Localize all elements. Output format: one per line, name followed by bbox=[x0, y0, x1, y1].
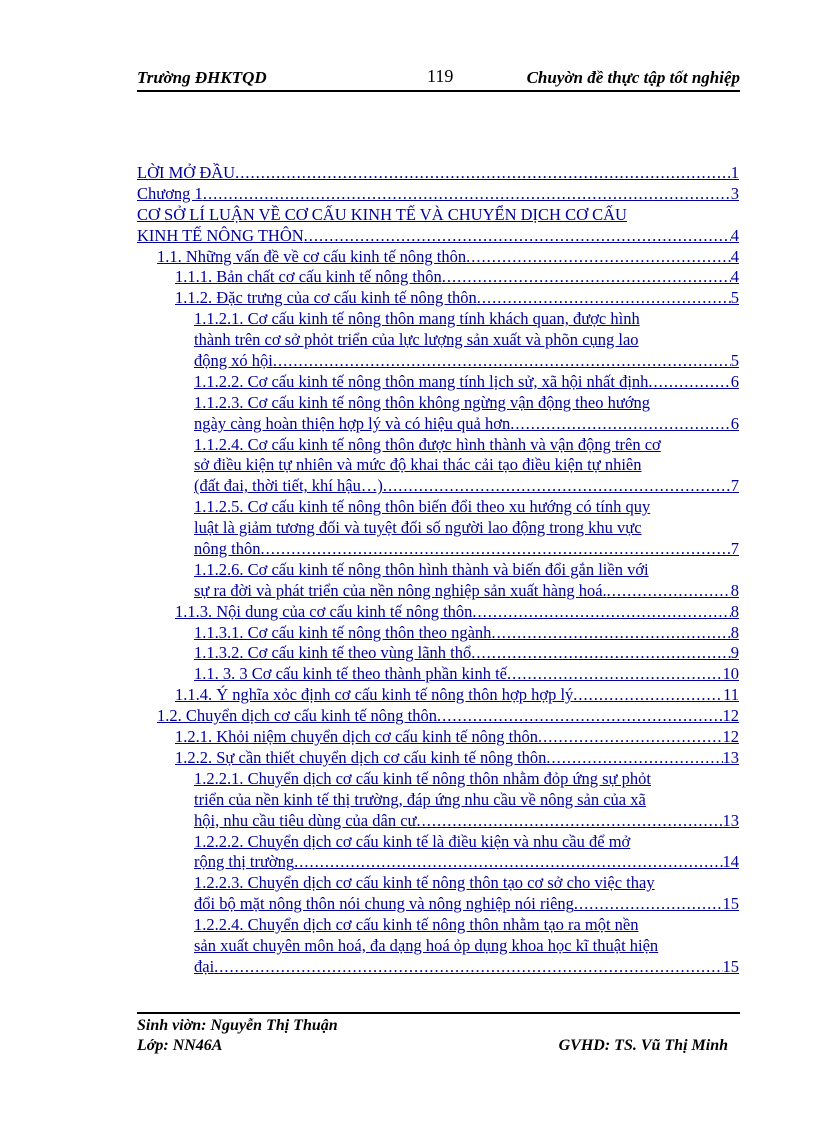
toc-entry[interactable]: 1.1.2.1. Cơ cấu kinh tế nông thôn mang tính khách quan, được hình thành trên cơ sở phỏt triển của lực lượng sản xuất và phõn cụng lao động xó hội ..... 5 bbox=[137, 309, 739, 372]
toc-entry[interactable]: 1.1.2.4. Cơ cấu kinh tế nông thôn được hình thành và vận động trên cơ sở điều kiện tự nhiên và mức độ khai thác cải tạo điều kiện tự nhiên (đất đai, thời tiết, khí hậu…) ..... 7 bbox=[137, 435, 739, 498]
toc-entry[interactable]: 1.1.1. Bản chất cơ cấu kinh tế nông thôn ..... 4 bbox=[137, 267, 739, 288]
toc-entry[interactable]: 1.2.2.1. Chuyển dịch cơ cấu kinh tế nông thôn nhằm đỏp ứng sự phỏt triển của nền kinh tế thị trường, đáp ứng nhu cầu về nông sản của xã hội, nhu cầu tiêu dùng của dân cư ..... 13 bbox=[137, 769, 739, 832]
footer-student: Sinh viờn: Nguyễn Thị Thuận bbox=[137, 1017, 338, 1034]
header-school: Trường ĐHKTQD bbox=[137, 68, 267, 87]
footer-rule bbox=[137, 1012, 740, 1014]
toc-entry[interactable]: 1.2.1. Khỏi niệm chuyển dịch cơ cấu kinh tế nông thôn ..... 12 bbox=[137, 727, 739, 748]
toc-entry[interactable]: 1.1.2.2. Cơ cấu kinh tế nông thôn mang tính lịch sử, xã hội nhất định ..... 6 bbox=[137, 372, 739, 393]
toc-entry[interactable]: 1.2.2. Sự cần thiết chuyển dịch cơ cấu kinh tế nông thôn ..... 13 bbox=[137, 748, 739, 769]
toc-entry[interactable]: 1.1.3. Nội dung của cơ cấu kinh tế nông thôn ..... 8 bbox=[137, 602, 739, 623]
toc-entry[interactable]: 1.2.2.4. Chuyển dịch cơ cấu kinh tế nông thôn nhằm tạo ra một nền sản xuất chuyên môn hoá, đa dạng hoá ỏp dụng khoa học kĩ thuật hiện đại ..... 15 bbox=[137, 915, 739, 978]
toc-entry[interactable]: 1.1.2. Đặc trưng của cơ cấu kinh tế nông thôn ..... 5 bbox=[137, 288, 739, 309]
header-report-title: Chuyờn đề thực tập tốt nghiệp bbox=[526, 68, 740, 87]
footer-class: Lớp: NN46A bbox=[137, 1037, 223, 1054]
toc-entry[interactable]: 1.2.2.2. Chuyển dịch cơ cấu kinh tế là điều kiện và nhu cầu để mở rộng thị trường ..... 14 bbox=[137, 832, 739, 874]
toc-entry[interactable]: 1.1.2.6. Cơ cấu kinh tế nông thôn hình thành và biến đổi gắn liền với sự ra đời và phát triển của nền nông nghiệp sản xuất hàng hoá. ..... 8 bbox=[137, 560, 739, 602]
header-page-number: 119 bbox=[427, 66, 454, 86]
toc-entry[interactable]: 1.1. 3. 3 Cơ cấu kinh tế theo thành phần kinh tế ..... 10 bbox=[137, 664, 739, 685]
toc-entry[interactable]: 1.1.2.3. Cơ cấu kinh tế nông thôn không ngừng vận động theo hướng ngày càng hoàn thiện hợp lý và có hiệu quả hơn ..... 6 bbox=[137, 393, 739, 435]
toc-entry[interactable]: Chương 1 ..... 3 bbox=[137, 184, 739, 205]
toc-entry[interactable]: 1.1.4. Ý nghĩa xỏc định cơ cấu kinh tế nông thôn hợp hợp lý ..... 11 bbox=[137, 685, 739, 706]
toc-entry[interactable]: 1.1. Những vấn đề về cơ cấu kinh tế nông thôn ..... 4 bbox=[137, 247, 739, 268]
footer-advisor: GVHD: TS. Vũ Thị Minh bbox=[558, 1037, 728, 1054]
toc-entry[interactable]: 1.2.2.3. Chuyển dịch cơ cấu kinh tế nông thôn tạo cơ sở cho việc thay đổi bộ mặt nông thôn nói chung và nông nghiệp nói riêng ..... 15 bbox=[137, 873, 739, 915]
table-of-contents bbox=[137, 163, 739, 978]
toc-entry[interactable]: 1.2. Chuyển dịch cơ cấu kinh tế nông thôn ..... 12 bbox=[137, 706, 739, 727]
page-footer bbox=[137, 1017, 740, 1057]
toc-entry[interactable]: 1.1.3.1. Cơ cấu kinh tế nông thôn theo ngành ..... 8 bbox=[137, 623, 739, 644]
header-rule bbox=[137, 90, 740, 92]
page-header bbox=[137, 66, 740, 92]
toc-entry[interactable]: CƠ SỞ LÍ LUẬN VỀ CƠ CẤU KINH TẾ VÀ CHUYỂN DỊCH CƠ CẤU KINH TẾ NÔNG THÔN ..... 4 bbox=[137, 205, 739, 247]
toc-entry[interactable]: LỜI MỞ ĐẦU ..... 1 bbox=[137, 163, 739, 184]
toc-entry[interactable]: 1.1.3.2. Cơ cấu kinh tế theo vùng lãnh thổ ..... 9 bbox=[137, 643, 739, 664]
toc-entry[interactable]: 1.1.2.5. Cơ cấu kinh tế nông thôn biến đổi theo xu hướng có tính quy luật là giảm tương đối và tuyệt đối số người lao động trong khu vực nông thôn ..... 7 bbox=[137, 497, 739, 560]
